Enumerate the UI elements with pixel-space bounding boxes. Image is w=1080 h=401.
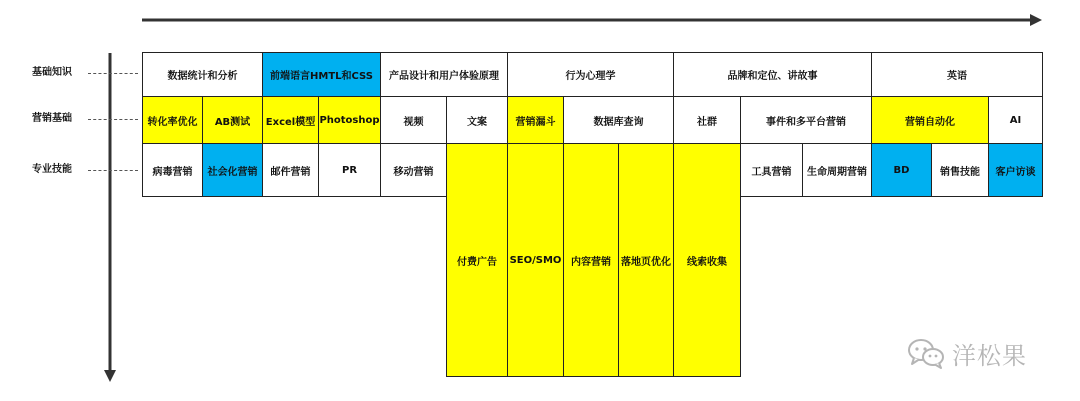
wechat-icon <box>906 337 946 369</box>
cell-tool: 工具营销 <box>740 143 803 197</box>
cell-english: 英语 <box>871 52 1043 97</box>
cell-social: 社会化营销 <box>202 143 263 197</box>
cell-paid-ads: 付费广告 <box>446 143 508 377</box>
cell-community: 社群 <box>673 96 741 144</box>
cell-leads: 线索收集 <box>673 143 741 377</box>
cell-lifecycle: 生命周期营销 <box>802 143 872 197</box>
cell-bd: BD <box>871 143 932 197</box>
cell-data-stats: 数据统计和分析 <box>142 52 263 97</box>
cell-brand: 品牌和定位、讲故事 <box>673 52 872 97</box>
cell-funnel: 营销漏斗 <box>507 96 564 144</box>
cell-cro: 转化率优化 <box>142 96 203 144</box>
cell-behavior-psych: 行为心理学 <box>507 52 674 97</box>
cell-visit: 客户访谈 <box>988 143 1043 197</box>
cell-event-multi: 事件和多平台营销 <box>740 96 872 144</box>
cell-photoshop: Photoshop <box>318 96 381 144</box>
watermark-text: 洋松果 <box>952 341 1027 370</box>
cell-pr: PR <box>318 143 381 197</box>
cell-landing: 落地页优化 <box>618 143 674 377</box>
horizontal-arrow-head <box>1030 14 1042 26</box>
cell-sales: 销售技能 <box>931 143 989 197</box>
cell-db-query: 数据库查询 <box>563 96 674 144</box>
cell-email: 邮件营销 <box>262 143 319 197</box>
cell-excel: Excel模型 <box>262 96 319 144</box>
vertical-arrow-head <box>104 370 116 382</box>
row-leader-marketing <box>88 119 138 120</box>
row-leader-pro <box>88 170 138 171</box>
cell-ab-test: AB测试 <box>202 96 263 144</box>
cell-frontend: 前端语言HMTL和CSS <box>262 52 381 97</box>
watermark <box>906 336 1027 370</box>
cell-viral: 病毒营销 <box>142 143 203 197</box>
cell-mobile: 移动营销 <box>380 143 447 197</box>
cell-copy: 文案 <box>446 96 508 144</box>
cell-product-design: 产品设计和用户体验原理 <box>380 52 508 97</box>
row-label-pro: 专业技能 <box>32 164 72 175</box>
cell-content: 内容营销 <box>563 143 619 377</box>
row-label-marketing: 营销基础 <box>32 113 72 124</box>
row-leader-basic <box>88 73 138 74</box>
cell-ai: AI <box>988 96 1043 144</box>
cell-seo: SEO/SMO <box>507 143 564 377</box>
cell-automation: 营销自动化 <box>871 96 989 144</box>
cell-video: 视频 <box>380 96 447 144</box>
row-label-basic: 基础知识 <box>32 67 72 78</box>
